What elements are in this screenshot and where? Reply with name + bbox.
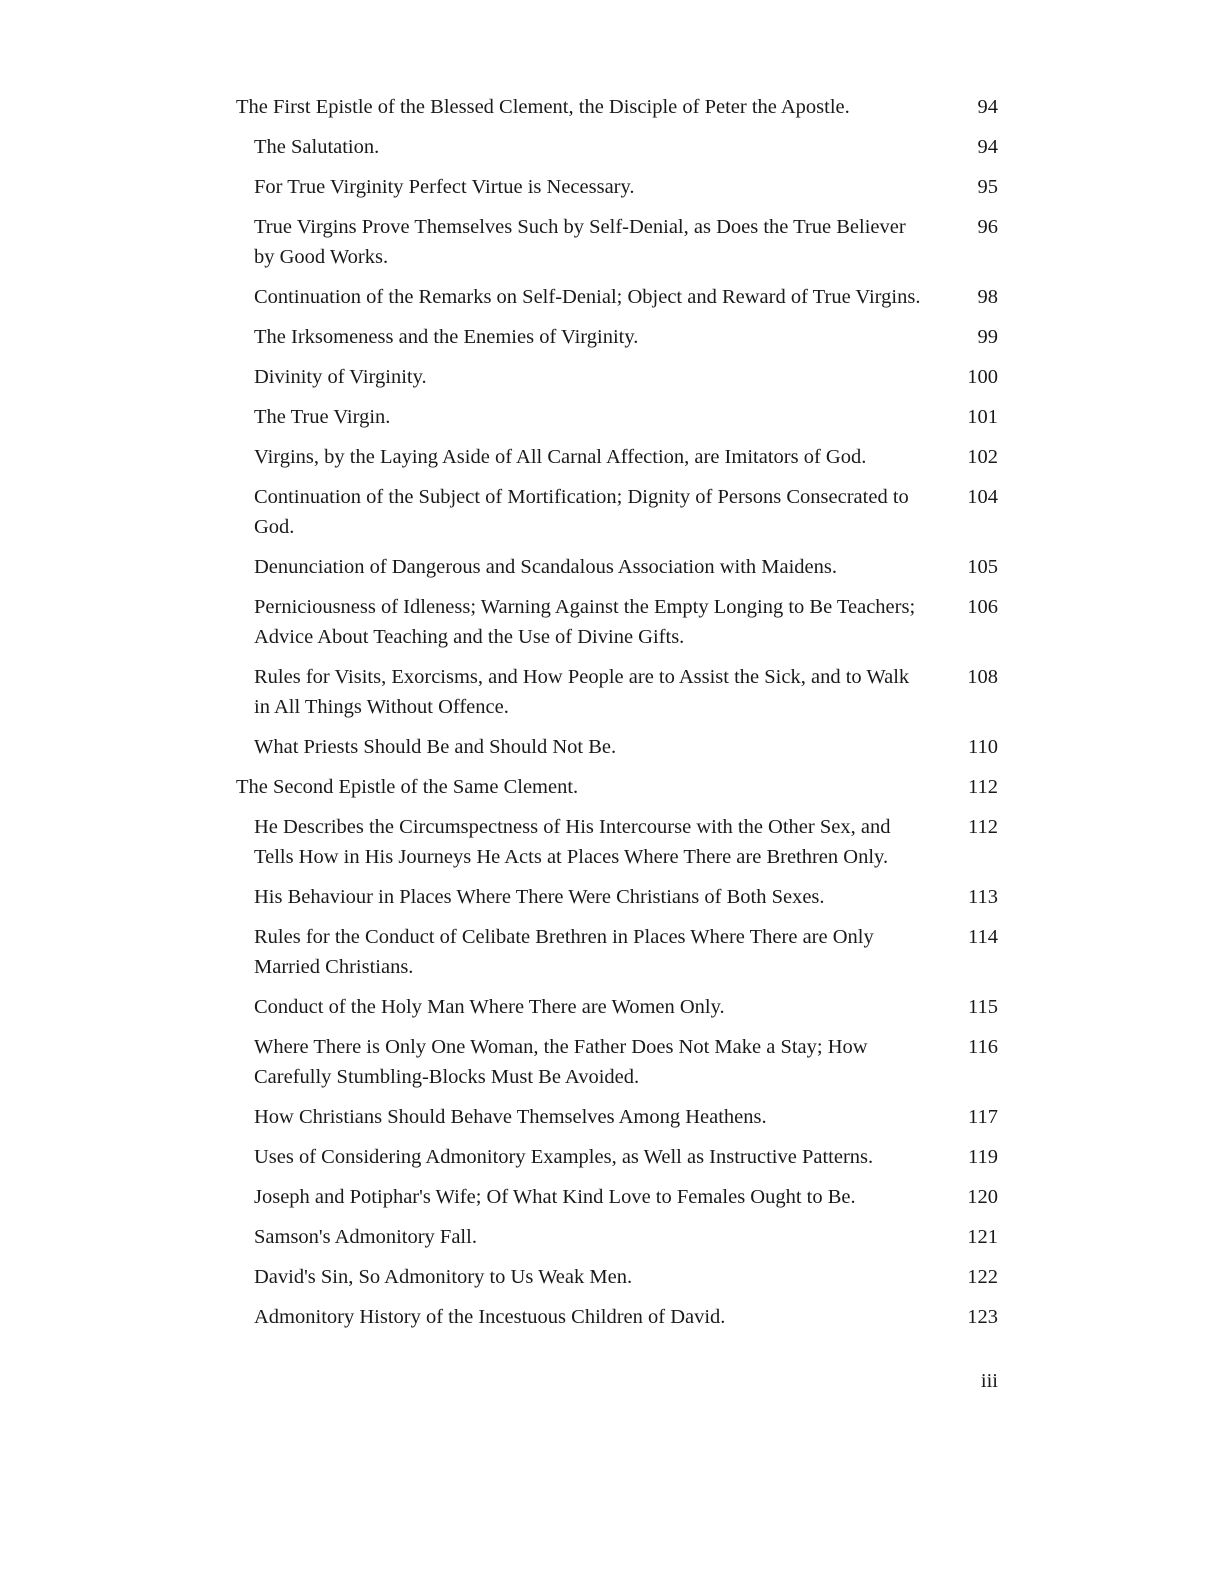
toc-entry-page: 105 — [967, 556, 998, 578]
toc-entry-title: Virgins, by the Laying Aside of All Carnal Affection, are Imitators of God. — [254, 446, 867, 468]
toc-entry-title: What Priests Should Be and Should Not Be. — [254, 736, 617, 758]
toc-entry-page: 101 — [967, 406, 998, 428]
toc-entry-title: Uses of Considering Admonitory Examples, as Well as Instructive Patterns. — [254, 1146, 874, 1168]
toc-section-entry[interactable] — [236, 92, 998, 122]
toc-entry-title: The Second Epistle of the Same Clement. — [236, 776, 579, 798]
toc-chapter-entry[interactable] — [236, 402, 998, 432]
toc-entry-title: Denunciation of Dangerous and Scandalous Association with Maidens. — [254, 556, 837, 578]
toc-entry-title: The Salutation. — [254, 136, 380, 158]
toc-entry-page: 119 — [968, 1146, 998, 1168]
toc-chapter-entry[interactable] — [236, 362, 998, 392]
toc-entry-page: 98 — [977, 286, 998, 308]
toc-entry-page: 112 — [968, 816, 998, 838]
toc-entry-page: 102 — [967, 446, 998, 468]
toc-entry-page: 112 — [968, 776, 998, 798]
toc-entry-page: 100 — [967, 366, 998, 388]
toc-chapter-entry[interactable] — [236, 1182, 998, 1212]
toc-chapter-entry[interactable] — [236, 1262, 998, 1292]
toc-entry-page: 96 — [977, 216, 998, 238]
toc-entry-page: 117 — [968, 1106, 998, 1128]
toc-entry-page: 94 — [977, 96, 998, 118]
toc-entry-title: Continuation of the Subject of Mortification; Dignity of Persons Consecrated to God. — [254, 486, 909, 538]
toc-chapter-entry[interactable] — [236, 1102, 998, 1132]
toc-entry-page: 99 — [977, 326, 998, 348]
toc-chapter-entry[interactable] — [236, 592, 998, 652]
toc-chapter-entry[interactable] — [236, 442, 998, 472]
toc-entry-page: 115 — [968, 996, 998, 1018]
toc-chapter-entry[interactable] — [236, 1142, 998, 1172]
toc-entry-title: Conduct of the Holy Man Where There are Women Only. — [254, 996, 725, 1018]
toc-entry-page: 94 — [977, 136, 998, 158]
toc-chapter-entry[interactable] — [236, 992, 998, 1022]
toc-entry-page: 116 — [968, 1036, 998, 1058]
toc-entry-page: 95 — [977, 176, 998, 198]
toc-entry-title: Where There is Only One Woman, the Father Does Not Make a Stay; How Carefully Stumbling-Blocks Must Be Avoided. — [254, 1036, 868, 1088]
toc-entry-title: Samson's Admonitory Fall. — [254, 1226, 477, 1248]
toc-chapter-entry[interactable] — [236, 732, 998, 762]
toc-chapter-entry[interactable] — [236, 1222, 998, 1252]
toc-entry-title: For True Virginity Perfect Virtue is Necessary. — [254, 176, 635, 198]
toc-chapter-entry[interactable] — [236, 922, 998, 982]
toc-chapter-entry[interactable] — [236, 282, 998, 312]
toc-section-entry[interactable] — [236, 772, 998, 802]
toc-entry-title: Joseph and Potiphar's Wife; Of What Kind Love to Females Ought to Be. — [254, 1186, 856, 1208]
toc-entry-page: 114 — [968, 926, 998, 948]
table-of-contents — [236, 92, 998, 1342]
toc-chapter-entry[interactable] — [236, 1302, 998, 1332]
toc-entry-title: Admonitory History of the Incestuous Children of David. — [254, 1306, 726, 1328]
toc-chapter-entry[interactable] — [236, 662, 998, 722]
toc-chapter-entry[interactable] — [236, 132, 998, 162]
toc-entry-title: How Christians Should Behave Themselves Among Heathens. — [254, 1106, 767, 1128]
toc-entry-title: Rules for Visits, Exorcisms, and How People are to Assist the Sick, and to Walk in All Things Without Offence. — [254, 666, 910, 718]
toc-entry-title: David's Sin, So Admonitory to Us Weak Men. — [254, 1266, 633, 1288]
toc-entry-title: His Behaviour in Places Where There Were Christians of Both Sexes. — [254, 886, 825, 908]
toc-chapter-entry[interactable] — [236, 812, 998, 872]
toc-entry-page: 110 — [968, 736, 998, 758]
toc-chapter-entry[interactable] — [236, 482, 998, 542]
toc-entry-title: Continuation of the Remarks on Self-Denial; Object and Reward of True Virgins. — [254, 286, 921, 308]
toc-entry-page: 104 — [967, 486, 998, 508]
toc-chapter-entry[interactable] — [236, 882, 998, 912]
toc-entry-title: Perniciousness of Idleness; Warning Against the Empty Longing to Be Teachers; Advice About Teaching and the Use of Divine Gifts. — [254, 596, 916, 648]
toc-entry-page: 106 — [967, 596, 998, 618]
toc-entry-title: Divinity of Virginity. — [254, 366, 427, 388]
toc-chapter-entry[interactable] — [236, 172, 998, 202]
toc-entry-title: The True Virgin. — [254, 406, 391, 428]
toc-chapter-entry[interactable] — [236, 552, 998, 582]
toc-chapter-entry[interactable] — [236, 212, 998, 272]
toc-entry-page: 123 — [967, 1306, 998, 1328]
page-number: iii — [980, 1370, 998, 1392]
toc-entry-page: 122 — [967, 1266, 998, 1288]
toc-entry-page: 121 — [967, 1226, 998, 1248]
toc-entry-title: The First Epistle of the Blessed Clement, the Disciple of Peter the Apostle. — [236, 96, 850, 118]
toc-entry-title: He Describes the Circumspectness of His Intercourse with the Other Sex, and Tells How in His Journeys He Acts at Places Where There are Brethren Only. — [254, 816, 891, 868]
toc-entry-title: Rules for the Conduct of Celibate Brethren in Places Where There are Only Married Christians. — [254, 926, 874, 978]
toc-chapter-entry[interactable] — [236, 1032, 998, 1092]
toc-entry-page: 113 — [968, 886, 998, 908]
toc-entry-title: The Irksomeness and the Enemies of Virginity. — [254, 326, 639, 348]
toc-entry-page: 120 — [967, 1186, 998, 1208]
toc-entry-title: True Virgins Prove Themselves Such by Self-Denial, as Does the True Believer by Good Works. — [254, 216, 906, 268]
toc-chapter-entry[interactable] — [236, 322, 998, 352]
toc-entry-page: 108 — [967, 666, 998, 688]
